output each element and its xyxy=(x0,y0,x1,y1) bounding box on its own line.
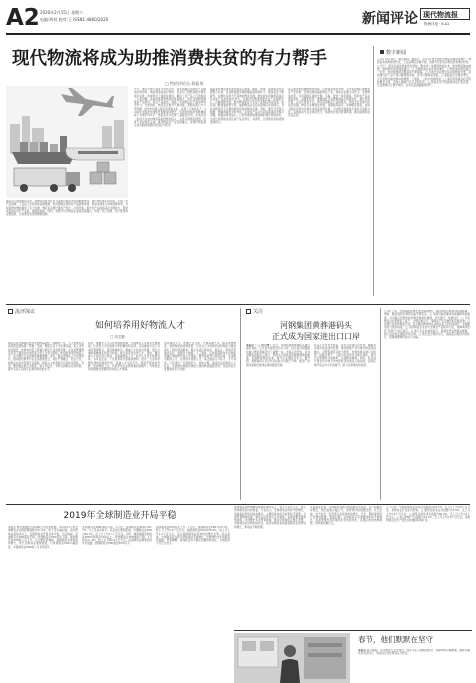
column-divider-right xyxy=(373,46,374,296)
lead-body-col-1: 国家深入推进脱贫攻坚，消费扶贫成为社会力量参与脱贫攻坚的重要途径。现代物流体系的完善，打通了农产品进城、工业品下乡的双向流通渠道，使贫困地区的特色产品能够快速、低成本地进入城市消费市场，为贫困群众增收提供了有力支撑。物流企业通过建设产地仓、冷链设施，提升农产品的商品化处理能力，帮助贫困地区延长产业链，提高附加值。同时，电商平台与物流企业的深度融合，形成了线上销售、线下配送的完整链条，让消费扶贫更加便捷高效。 xyxy=(6,200,128,217)
lower-body-col-4: 非洲制造业PMI继续保持在50%以上，较上月有所上升，显示非洲制造业持续恢复。专家表示，全球制造业保持平稳增长，但面临的风险和挑战增多。主要经济体货币政策趋于谨慎，全球贸易增速放缓，制造业投资信心有所减弱。各国需要加强政策协调，共同维护多边贸易体制，推动全球制造业稳定发展。中国制造业结构持续优化，高技术制造业和装备制造业保持较快增长，新动能不断积聚。 xyxy=(234,506,306,529)
photo-story-caption: 本报讯 春节期间，许多物流人坚守岗位，放弃与家人团聚的机会，保障物资运输畅通，确保仓储作业有序进行，用实际行动诠释责任与担当。 xyxy=(358,649,470,656)
mid-right-byline: 本报讯（ □ 何宇洲 ） xyxy=(246,344,273,347)
sidebar-label xyxy=(380,49,406,56)
square-bullet-icon xyxy=(380,50,384,54)
mid-right-body-col-2: 码头正式对外开放后，将充分发挥区位优势，辐射带动周边地区经济发展，推动钢铁产业与港口物流深度融合。河钢集团将以此为契机，加快构建以港口为枢纽、铁路为骨干、公路为补充的多式联运体系，提升大宗原燃料运输效率，实现降本增效。同时，码头的开放也将为地方外向型经济发展注入新动能，促进区域开放合作水平的提升，助力京津冀协同发展。 xyxy=(314,344,376,367)
paper-name: 现代物流报 xyxy=(423,10,458,19)
photo-story-title: 春节，他们默默在坚守 xyxy=(358,635,433,644)
mid-left-column-label xyxy=(8,308,35,315)
lower-body-col-6: □ 1月份，中国非制造业商务活动指数为54.7%，比上月上升0.9个百分点，非制造业扩张步伐加快。□ 服务业商务活动指数为53.6%，比上月上升0.6个百分点。□ 建筑业商务活动指数为60.9%，比上月上升2.3个百分点。□ 综合PMI产出指数为53.2%，比上月上升0.6个百分点，表明我国企业生产经营总体继续保持扩张。 xyxy=(386,506,470,523)
mid-left-body-col-2: 再次，要健全人才评价和激励机制，打通物流人才职业发展通道，让优秀人才有施展才华的舞台和空间。企业要树立以人为本的管理理念，营造尊重知识、尊重人才的良好氛围，通过合理的薪酬体系和晋升机制，吸引和留住优秀人才。同时，要注重人才的引进与使用，对高端物流人才、技术人才给予政策支持，为其在住房、子女教育等方面提供便利。此外，行业协会要发挥桥梁纽带作用，搭建人才交流平台，组织开展技能竞赛，培养物流工匠，以此带动行业整体素质的提升，为物流业持续健康发展提供坚实的人才保障。 xyxy=(88,342,160,372)
right-news-column-2: □ 2月上旬，全国铁路货物发送量保持增长，重点物资运输得到有效保障，电煤、粮食等民生物资运输平稳有序。□ 交通运输部要求各地确保物流畅通，对运输应急物资的车辆开辟绿色通道，优先通行、免费放行。□ 多家物流企业积极复工复产，合理安排运力，保障生产生活物资的运输需求。□ 快递行业加快恢复运营，各主要品牌快递企业网点复工率稳步提升，末端配送能力逐步恢复。□ 冷链物流企业加大生鲜农产品保供力度，保障城市居民“菜篮子”供应稳定。□ 港口企业加快集疏运，保障外贸货物通关顺畅，助力企业稳定国际市场订单。□ 航空货运保持运行，国际货运航班持续执行，保障重要物资进出口运输。 xyxy=(384,310,470,340)
photo-story-caption-lead: 本报讯 xyxy=(358,649,366,652)
mid-left-byline: □ 刘宝勤 xyxy=(110,335,125,339)
masthead-rule xyxy=(6,33,470,35)
sidebar-label-text: 数字新闻 xyxy=(386,50,407,56)
mid-left-body-col-3: 培养物流人才，既要立足当前，又要着眼长远。随着智慧物流、绿色物流的快速发展，行业对人才的知识结构和能力素质提出了新的更高要求。要主动适应新技术、新业态、新模式带来的变化，加强对大数据、人工智能、区块链等新技术在物流领域应用的研究和人才储备。要坚持培养与使用并重，在实践中锻炼人才，在使用中成就人才，真正做到人尽其才、才尽其用。只有建设一支规模宏大、结构合理、素质优良的物流人才队伍，才能推动我国从物流大国向物流强国迈进，为经济社会发展提供有力支撑。 xyxy=(164,342,236,372)
right-column-divider-2 xyxy=(380,308,381,500)
focus-icon xyxy=(246,309,251,314)
lead-headline: 现代物流将成为助推消费扶贫的有力帮手 xyxy=(12,49,327,69)
mid-divider xyxy=(240,308,241,500)
mid-right-headline-2: 正式成为国家进出口口岸 xyxy=(272,332,360,341)
lower-body-col-3: 美洲制造业PMI有所上升。1月份，美洲制造业PMI为53.5%，较上月上升0.6个百分点。美国制造业PMI为56.6%，较上月上升2.3个百分点，显示美国制造业保持较快增长态势。综合来看，全球制造业在新年伊始保持平稳增长，但增速较去年同期有所放缓，贸易摩擦、地缘政治等不确定因素依然存在，全球经济下行压力加大。 xyxy=(156,526,230,546)
mid-left-column-label-text: 流评深议 xyxy=(15,309,36,315)
masthead xyxy=(0,0,476,44)
date-line: 2020年2月15日 星期六 xyxy=(40,10,84,15)
mid-left-body-col-1: 物流业是支撑国民经济发展的基础性、战略性产业，人才是物流业高质量发展的第一资源。当前，物流行业人才需求旺盛，但人才供给在数量、结构和质量上都难以满足行业发展需要，尤其是既懂物流业务又懂信息技术的复合型人才更为紧缺。如何培养用好物流人才，成为摆在行业面前的重要课题。首先，要完善物流人才培养体系，推动院校教育与企业实践相结合，深化产教融合、校企合作，按照企业需求设置专业课程，提高人才培养的针对性和实用性。其次，要加强在职人员培训，建立多层次、多形式的职业培训机制，提升从业人员的专业素养和技能水平。 xyxy=(8,342,84,372)
mid-right-headline-1: 河钢集团黄骅港码头 xyxy=(280,321,352,330)
lead-body-col-4: 深入推进供给侧结构性改革，以市场需求为导向，引导贫困地区调整农业产业结构，发展适销对路的特色产业。物流企业要主动作为，发挥网络优势，为贫困地区提供仓储、运输、配送一体化服务，帮助农产品实现标准化、品牌化经营。要鼓励社会各界积极参与消费扶贫，通过以购代捐、以买代帮等方式，购买贫困地区产品和服务，形成全社会参与的良好氛围。物流行业要抓住机遇，创新服务模式，延伸服务链条，在助力脱贫攻坚中实现自身的高质量发展，为决胜全面建成小康社会贡献力量。各级政府与企业协同发力，持续优化农村营商环境，推动消费扶贫走深走实。 xyxy=(288,88,370,118)
mid-left-headline: 如何培养用好物流人才 xyxy=(94,321,185,331)
mid-right-column-label xyxy=(246,308,263,315)
lower-body-col-1: 本报讯 据中国物流与采购联合会发布数据，2019年1月份全球制造业采购经理指数为51.9%，较上月小幅回落，但仍保持在荣枯线以上，全球制造业开局总体平稳。分区域看，亚洲制造业PMI保持平稳，欧洲制造业PMI有所下降，美洲制造业PMI较上月上升。从主要经济体看，美国制造业保持较快增长，欧元区制造业增速放缓，日本制造业PMI小幅回落，中国制造业PMI较上月有所回升。 xyxy=(8,526,78,549)
lead-byline: □ 特约评论员 蒋振贵 xyxy=(165,81,204,86)
mid-right-column-label-text: 关注 xyxy=(253,309,264,315)
logistics-illustration xyxy=(6,86,128,198)
lead-body-col-2: 方式，通过与电子商务平台的合作，将贫困地区的农特产品推向全国市场。物流网络向农村延伸，县乡村三级物流配送体系逐步完善，快递进村工程稳步推进，解决了农产品上行的最初一公里问题。各地积极探索物流扶贫新模式，依托冷链物流降低农产品损耗，保证产品品质，提高了贫困地区农产品的市场竞争力。与此同时，物流企业参与产销对接，帮助贫困户与大型商超、批发市场建立稳定的供销关系，实现了订单化生产。2019年全国农村网络零售额持续增长，贫困县网络零售额增速高于全国平均水平，物流在其中发挥了基础性作用。未来应进一步加大对农村物流基础设施的投入，完善冷链物流网络，培育专业化物流主体，推动物流与产业深度融合，使现代物流真正成为助推消费扶贫的有力帮手。 xyxy=(134,88,206,128)
paper-name-box xyxy=(420,8,470,20)
editor-line: 电编:辉权 校对:王 ISSN1-4860/2020 xyxy=(40,17,109,22)
lower-body-col-2: 亚洲制造业PMI保持平稳。1月份，亚洲制造业PMI为50.7%，与上月基本持平。从亚洲主要国家看，中国制造业PMI为49.5%，比上月上升0.1个百分点，印度、越南等国家制造业PMI均保持在50%以上。欧洲制造业PMI继续下降，1月份为51.4%，较上月下降0.4个百分点，欧洲制造业增速连续多月放缓，德国制造业PMI跌至50%以下。 xyxy=(82,526,152,546)
mid-right-body-col-1: 本报讯（ □ 何宇洲 ）近日，河钢集团黄骅港码头通过国家验收，正式成为国家进出口口岸，标志着河钢集团在港口物流领域迈出了重要一步。该码头的开放，将为河钢集团铁矿石进口、钢材出口提供更加便捷高效的通道，有效降低物流成本，提升企业国际竞争力。据介绍，黄骅港码头设计年吞吐能力达数千万吨，配备了先进的装卸设备和完善的配套设施。 xyxy=(246,344,310,367)
section-rule-2 xyxy=(6,504,470,505)
page-number: A2 xyxy=(6,5,40,31)
pen-icon xyxy=(8,309,13,314)
lower-body-col-5: 从指数变化看，全球制造业新订单指数有所回落，生产指数保持稳定，就业指数小幅上升，原材料价格指数回落。从行业看，电子信息、医药等行业保持较快增长，汽车、钢铁等传统行业增速放缓。展望后期，全球制造业有望继续保持平稳增长，但需警惕外部环境变化带来的冲击，各国应加快结构调整，培育新的增长点。 xyxy=(310,506,382,526)
section-rule-1 xyxy=(6,304,470,305)
paper-sub: 物流评论 · 6-A2 xyxy=(424,22,450,26)
warehouse-worker-photo xyxy=(234,633,350,683)
section-title: 新闻评论 xyxy=(362,11,418,27)
lower-headline: 2019年全球制造业开局平稳 xyxy=(63,511,177,521)
sidebar-news-column: □ 2月14日消息，数字新闻。据统计，今年1月份全国社会物流总额保持增长，物流需求结构持续优化，工业品物流总额平稳，消费与民生相关物流需求增长较快。□ 近日，国家发展改革委印发通知，要求进一步降低物流成本，推进物流降本增效，加快物流枢纽网络建设。□ 全国快递业务量持续增长，日均快递处理量超过一亿件，农村快递网点覆盖率不断提高。□ 多地出台政策支持冷链物流发展，加快建设农产品产地冷藏保鲜设施，补齐冷链物流短板。□ 铁路货运量稳步增长，大宗货物运输结构持续调整，公转铁、公转水成效明显。□ 港口集装箱吞吐量保持增长态势，沿海主要港口运行平稳有序。□ 物流业景气指数保持在扩张区间，行业整体运行稳中向好，业务总量指数继续回升。 xyxy=(377,58,471,88)
lead-body-col-3: 随着农村物流体系建设的深入推进，邮政、快递、供销等多方资源整合共享，农村物流服务网络覆盖面持续扩大，服务质量不断提升。消费扶贫离不开高效的物流支撑，物流成本的降低直接关系到农产品的价格竞争力。各地应统筹规划建设农产品集配中心、冷藏保鲜设施，推动物流园区与农业产业园区联动发展。政府部门要加强政策引导，鼓励物流企业在贫困地区布局网点，对农村物流给予必要的财政补贴和税收优惠。同时，要充分发挥大数据、物联网等技术的作用，实现农产品从田间到餐桌的全程可追溯，增强消费者信心。只有构建起畅通高效的现代物流体系，才能让贫困地区的优质产品走得出、卖得好，让消费扶贫的成效更加持久。 xyxy=(210,88,284,124)
photo-story-box xyxy=(234,630,472,682)
